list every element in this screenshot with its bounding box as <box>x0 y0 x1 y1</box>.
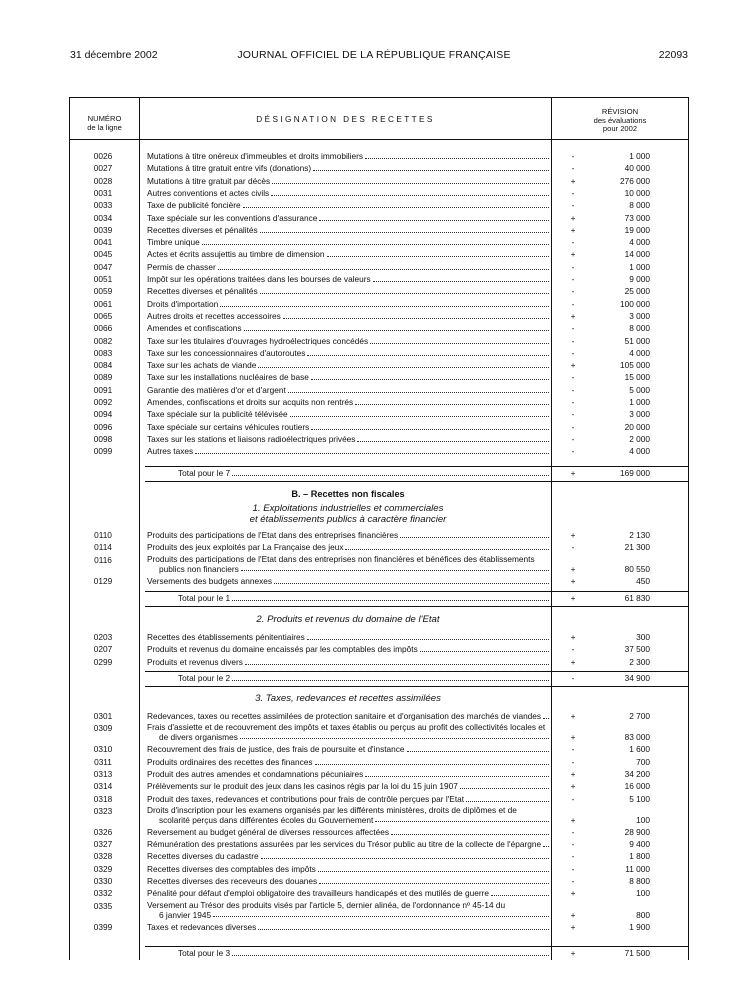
line-number: 0399 <box>93 921 113 932</box>
line-sign: + <box>570 888 576 899</box>
line-label: Produits des participations de l'Etat dans des entreprises financières <box>147 530 549 541</box>
line-sign: + <box>570 360 576 371</box>
line-sign: + <box>570 249 576 260</box>
line-value: 10 000 <box>624 187 650 198</box>
line-number: 0039 <box>93 224 113 235</box>
line-value: 25 000 <box>624 286 650 297</box>
line-sign: + <box>570 224 576 235</box>
column-header-number: NUMÉRO de la ligne <box>87 114 122 132</box>
line-value: 40 000 <box>624 163 650 174</box>
total-sign: + <box>570 593 576 603</box>
line-number: 0114 <box>94 542 112 553</box>
line-sign: + <box>570 575 576 586</box>
line-label: Redevances, taxes ou recettes assimilées de protection sanitaire et d'organisation des marchés de viandes <box>147 711 549 722</box>
sub1-title-line2: et établissements publics à caractère financier <box>249 514 447 525</box>
line-number: 0092 <box>93 397 113 407</box>
line-number: 0059 <box>93 286 113 297</box>
line-value: 3 000 <box>629 409 650 420</box>
line-value: 16 000 <box>624 781 650 792</box>
line-number: 0099 <box>93 446 113 457</box>
line-label: Taxe sur les achats de viande <box>147 360 549 371</box>
line-label: Recouvrement des frais de justice, des frais de poursuite et d'instance <box>147 744 549 755</box>
line-label: Taxes et redevances diverses <box>147 922 549 933</box>
line-sign: - <box>571 335 575 346</box>
line-value: 4 000 <box>629 237 650 248</box>
line-number: 0033 <box>93 200 113 211</box>
total-rule <box>145 591 551 592</box>
line-sign: + <box>570 909 576 920</box>
total-value: 34 900 <box>624 673 650 683</box>
line-value: 100 <box>636 888 650 899</box>
line-label-first: Frais d'assiette et de recouvrement des impôts et taxes établis ou perçus au profit des collectivités locales et <box>147 722 546 733</box>
line-value: 8 000 <box>629 323 650 334</box>
line-label: Mutations à titre onéreux d'immeubles et droits immobiliers <box>147 151 549 162</box>
line-number: 0091 <box>93 384 113 395</box>
column-rule <box>139 97 140 960</box>
line-value: 4 000 <box>629 446 650 457</box>
line-label: Produit des taxes, redevances et contributions pour frais de contrôle perçues par l'Etat <box>147 794 549 805</box>
line-value: 80 550 <box>624 563 650 574</box>
line-value: 5 000 <box>629 384 650 395</box>
line-sign: - <box>571 644 575 655</box>
line-label: Produits et revenus divers <box>147 657 549 668</box>
line-sign: + <box>570 814 576 825</box>
line-number: 0301 <box>93 711 113 721</box>
line-sign: - <box>571 298 575 309</box>
line-number: 0311 <box>94 756 112 767</box>
total-sign: + <box>570 948 576 958</box>
line-value: 9 000 <box>629 274 650 284</box>
line-sign: - <box>571 347 575 358</box>
line-label: Produits et revenus du domaine encaissés par les comptables des impôts <box>147 644 549 655</box>
line-sign: - <box>571 384 575 395</box>
line-sign: - <box>571 756 575 767</box>
total-label: Total pour le 1 <box>178 593 549 604</box>
header-title: JOURNAL OFFICIEL DE LA RÉPUBLIQUE FRANÇAISE <box>237 49 511 61</box>
line-label: Prélèvements sur le produit des jeux dans les casinos régis par la loi du 15 juin 1907 <box>147 781 549 792</box>
column-rule <box>69 97 70 960</box>
line-sign: - <box>571 421 575 432</box>
line-value: 105 000 <box>620 360 650 371</box>
line-number: 0207 <box>93 644 113 655</box>
line-number: 0031 <box>93 187 113 198</box>
total-rule <box>551 466 688 467</box>
line-label: Garantie des matières d'or et d'argent <box>147 385 549 396</box>
line-sign: - <box>571 200 575 211</box>
line-number: 0083 <box>93 347 113 358</box>
line-number: 0116 <box>94 554 112 565</box>
line-number: 0309 <box>93 723 113 734</box>
line-label: Taxe sur les titulaires d'ouvrages hydroélectriques concédés <box>147 336 549 347</box>
line-label: Taxe de publicité foncière <box>147 200 549 211</box>
line-label: Timbre unique <box>147 237 549 248</box>
line-label: Produits des jeux exploités par La Française des jeux <box>147 542 549 553</box>
line-value: 300 <box>636 632 650 642</box>
total-rule <box>145 606 551 607</box>
total-rule <box>551 946 688 947</box>
line-number: 0089 <box>93 372 113 383</box>
line-value: 8 800 <box>629 876 650 886</box>
line-value: 450 <box>636 575 650 586</box>
line-value: 5 100 <box>629 793 650 804</box>
line-number: 0082 <box>93 335 113 346</box>
line-sign: - <box>571 409 575 420</box>
line-label: Mutations à titre gratuit par décès <box>147 176 549 187</box>
total-rule <box>145 466 551 467</box>
sub3-title: 3. Taxes, redevances et recettes assimilées <box>255 693 441 704</box>
line-number: 0098 <box>93 433 113 444</box>
total-sign: + <box>570 468 576 478</box>
line-number: 0329 <box>93 863 113 874</box>
total-value: 61 830 <box>624 593 650 603</box>
total-rule <box>145 686 551 687</box>
line-label: Autres taxes <box>147 446 549 457</box>
line-sign: + <box>570 732 576 743</box>
line-sign: - <box>571 793 575 804</box>
line-label: Recettes des établissements pénitentiaires <box>147 632 549 643</box>
line-label-second: publics non financiers <box>147 564 549 574</box>
line-sign: + <box>570 711 576 721</box>
line-label: Versements des budgets annexes <box>147 576 549 587</box>
line-value: 9 400 <box>629 839 650 850</box>
line-label: Rémunération des prestations assurées par les services du Trésor public au titre de la collecte de l'épargne <box>147 839 549 850</box>
line-number: 0328 <box>93 851 113 862</box>
column-header-designation: DÉSIGNATION DES RECETTES <box>256 115 435 124</box>
line-sign: - <box>571 151 575 161</box>
line-label: Produits ordinaires des recettes des finances <box>147 757 549 768</box>
line-value: 276 000 <box>620 175 650 186</box>
line-value: 11 000 <box>625 863 650 874</box>
line-value: 1 600 <box>629 744 650 755</box>
total-rule <box>551 686 688 687</box>
line-sign: - <box>571 826 575 837</box>
line-label-first: Droits d'inscription pour les examens organisés par les différents ministères, droits de diplômes et de <box>147 804 517 815</box>
line-number: 0051 <box>93 274 113 284</box>
header-page-number: 22093 <box>658 49 688 61</box>
sub1-title-line1: 1. Exploitations industrielles et commerciales <box>252 503 444 514</box>
line-number: 0045 <box>93 249 113 260</box>
line-value: 800 <box>636 909 650 920</box>
total-rule <box>551 591 688 592</box>
line-number: 0096 <box>93 421 113 432</box>
line-value: 51 000 <box>624 335 650 346</box>
line-label: Autres droits et recettes accessoires <box>147 311 549 322</box>
line-label: Mutations à titre gratuit entre vifs (donations) <box>147 163 549 174</box>
line-value: 21 300 <box>624 542 650 553</box>
line-number: 0330 <box>93 876 113 886</box>
line-number: 0066 <box>93 323 113 334</box>
line-sign: + <box>570 530 576 540</box>
line-label: Taxe sur les installations nucléaires de base <box>147 372 549 383</box>
line-sign: + <box>570 921 576 932</box>
line-value: 2 130 <box>629 530 650 540</box>
line-value: 19 000 <box>624 224 650 235</box>
line-label: Permis de chasser <box>147 262 549 273</box>
line-number: 0129 <box>93 575 113 586</box>
line-label: Recettes diverses du cadastre <box>147 851 549 862</box>
line-label-first: Versement au Trésor des produits visés par l'article 5, dernier alinéa, de l'ordonnance nº 45-14 du <box>147 899 506 910</box>
line-number: 0034 <box>93 212 113 223</box>
line-sign: - <box>571 187 575 198</box>
line-label: Impôt sur les opérations traitées dans les bourses de valeurs <box>147 274 549 285</box>
line-sign: - <box>571 744 575 755</box>
line-number: 0028 <box>93 175 113 186</box>
line-value: 3 000 <box>629 310 650 321</box>
line-sign: - <box>571 274 575 284</box>
line-sign: - <box>571 286 575 297</box>
line-number: 0061 <box>93 298 113 309</box>
line-sign: - <box>571 372 575 383</box>
line-sign: + <box>570 656 576 667</box>
line-label: Taxe sur les concessionnaires d'autoroutes <box>147 348 549 359</box>
line-label: Recettes diverses des receveurs des douanes <box>147 876 549 887</box>
line-sign: - <box>571 433 575 444</box>
line-number: 0027 <box>93 163 113 174</box>
line-value: 83 000 <box>624 732 650 743</box>
total-label: Total pour le 3 <box>178 948 549 959</box>
total-rule <box>551 671 688 672</box>
line-number: 0323 <box>93 805 113 816</box>
line-value: 14 000 <box>624 249 650 260</box>
line-sign: + <box>570 212 576 223</box>
header-separator <box>69 139 688 140</box>
line-sign: - <box>571 863 575 874</box>
total-rule <box>145 671 551 672</box>
line-sign: + <box>570 310 576 321</box>
total-sign: - <box>571 673 575 683</box>
line-sign: - <box>571 397 575 407</box>
total-rule <box>145 946 551 947</box>
line-value: 4 000 <box>629 347 650 358</box>
line-label-second: de divers organismes <box>147 732 549 742</box>
line-label: Produit des autres amendes et condamnations pécuniaires <box>147 769 549 780</box>
line-value: 37 500 <box>624 644 650 655</box>
line-number: 0299 <box>93 656 113 667</box>
line-label: Reversement au budget général de diverses ressources affectées <box>147 827 549 838</box>
line-value: 2 000 <box>629 433 650 444</box>
line-label: Droits d'importation <box>147 299 549 310</box>
line-number: 0047 <box>93 261 113 272</box>
line-number: 0094 <box>93 409 113 420</box>
header-date: 31 décembre 2002 <box>70 49 158 61</box>
line-value: 1 800 <box>629 851 650 862</box>
line-value: 1 000 <box>629 261 650 272</box>
total-rule <box>145 481 551 482</box>
line-sign: + <box>570 781 576 792</box>
column-header-revision: RÉVISION des évaluations pour 2002 <box>593 107 647 133</box>
line-sign: - <box>571 876 575 886</box>
line-sign: - <box>571 237 575 248</box>
line-label: Taxes sur les stations et liaisons radioélectriques privées <box>147 434 549 445</box>
line-number: 0313 <box>93 768 113 779</box>
line-value: 100 <box>636 814 650 825</box>
line-label-second: 6 janvier 1945 <box>147 910 549 920</box>
line-number: 0041 <box>93 237 113 248</box>
line-value: 1 000 <box>629 151 650 161</box>
line-sign: - <box>571 261 575 272</box>
line-sign: - <box>571 851 575 862</box>
line-number: 0332 <box>93 888 113 899</box>
line-value: 1 000 <box>629 397 650 407</box>
line-value: 28 900 <box>624 826 650 837</box>
line-label: Taxe spéciale sur la publicité télévisée <box>147 409 549 420</box>
line-label: Pénalité pour défaut d'emploi obligatoire des travailleurs handicapés et des mutilés de guerre <box>147 888 549 899</box>
line-label: Taxe spéciale sur certains véhicules routiers <box>147 422 549 433</box>
line-label: Taxe spéciale sur les conventions d'assurance <box>147 213 549 224</box>
line-sign: + <box>570 768 576 779</box>
line-sign: + <box>570 175 576 186</box>
line-number: 0318 <box>93 793 113 804</box>
total-label: Total pour le 2 <box>178 673 549 684</box>
total-rule <box>551 606 688 607</box>
line-label: Recettes diverses et pénalités <box>147 286 549 297</box>
section-b-title: B. – Recettes non fiscales <box>291 489 405 499</box>
line-number: 0065 <box>93 310 113 321</box>
line-number: 0314 <box>93 781 113 792</box>
line-label-second: scolarité perçus dans différentes écoles du Gouvernement <box>147 815 549 825</box>
line-label: Autres conventions et actes civils <box>147 188 549 199</box>
line-sign: - <box>571 446 575 457</box>
line-value: 700 <box>636 756 650 767</box>
line-sign: - <box>571 323 575 334</box>
line-label: Amendes, confiscations et droits sur acquits non rentrés <box>147 397 549 408</box>
sub2-title: 2. Produits et revenus du domaine de l'Etat <box>256 614 440 625</box>
line-sign: - <box>571 542 575 553</box>
line-label: Recettes diverses et pénalités <box>147 225 549 236</box>
line-value: 1 900 <box>629 921 650 932</box>
line-label: Actes et écrits assujettis au timbre de dimension <box>147 249 549 260</box>
line-sign: + <box>570 563 576 574</box>
line-number: 0110 <box>94 530 112 540</box>
line-sign: - <box>571 163 575 174</box>
line-value: 2 300 <box>629 656 650 667</box>
line-value: 20 000 <box>624 421 650 432</box>
line-number: 0335 <box>93 900 113 911</box>
line-number: 0084 <box>93 360 113 371</box>
line-number: 0203 <box>93 632 113 642</box>
line-value: 100 000 <box>620 298 650 309</box>
line-sign: - <box>571 839 575 850</box>
line-value: 73 000 <box>624 212 650 223</box>
total-rule <box>551 481 688 482</box>
total-label: Total pour le 7 <box>178 468 549 479</box>
line-value: 15 000 <box>624 372 650 383</box>
column-rule <box>688 97 689 960</box>
line-label: Recettes diverses des comptables des impôts <box>147 864 549 875</box>
column-rule <box>551 97 552 960</box>
line-number: 0327 <box>93 839 113 850</box>
line-value: 8 000 <box>629 200 650 211</box>
line-value: 2 700 <box>629 711 650 721</box>
line-number: 0310 <box>93 744 113 755</box>
total-value: 71 500 <box>624 948 650 958</box>
page-header <box>0 49 748 63</box>
line-label-first: Produits des participations de l'Etat dans des entreprises non financières et bénéfices des établissements <box>147 553 535 564</box>
total-value: 169 000 <box>620 468 650 478</box>
line-number: 0326 <box>93 826 113 837</box>
line-sign: + <box>570 632 576 642</box>
line-label: Amendes et confiscations <box>147 323 549 334</box>
line-number: 0026 <box>93 151 113 161</box>
line-value: 34 200 <box>624 768 650 779</box>
